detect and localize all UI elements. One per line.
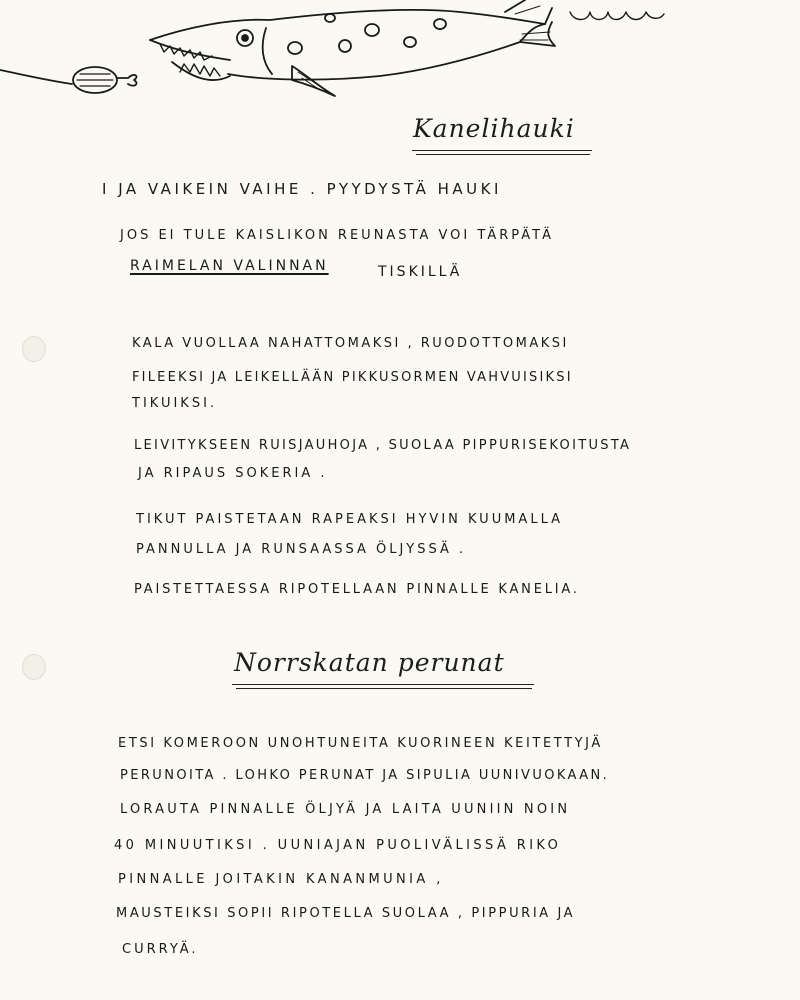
- text-line: 40 MINUUTIKSI . UUNIAJAN PUOLIVÄLISSÄ RIKO: [114, 838, 562, 853]
- pike-fish-illustration: [0, 0, 800, 110]
- text-line: LEIVITYKSEEN RUISJAUHOJA , SUOLAA PIPPURISEKOITUSTA: [134, 438, 632, 453]
- title-underline: [232, 684, 534, 685]
- binder-hole: [22, 654, 46, 680]
- text-line: PANNULLA JA RUNSAASSA ÖLJYSSÄ .: [136, 542, 467, 557]
- text-line: JA RIPAUS SOKERIA .: [138, 466, 328, 481]
- text-line: MAUSTEIKSI SOPII RIPOTELLA SUOLAA , PIPPURIA JA: [116, 906, 576, 921]
- text-line: PINNALLE JOITAKIN KANANMUNIA ,: [118, 872, 444, 887]
- text-line: TIKUT PAISTETAAN RAPEAKSI HYVIN KUUMALLA: [136, 512, 563, 527]
- title-underline-second: [416, 154, 590, 155]
- recipe-title-norrskatan-perunat: Norrskatan perunat: [234, 648, 505, 677]
- text-line: KALA VUOLLAA NAHATTOMAKSI , RUODOTTOMAKSI: [132, 336, 569, 351]
- text-line: PERUNOITA . LOHKO PERUNAT JA SIPULIA UUNIVUOKAAN.: [120, 768, 610, 783]
- text-line: FILEEKSI JA LEIKELLÄÄN PIKKUSORMEN VAHVUISIKSI: [132, 370, 573, 385]
- text-line: CURRYÄ.: [122, 942, 199, 957]
- binder-hole: [22, 336, 46, 362]
- recipe-title-kanelihauki: Kanelihauki: [413, 114, 575, 143]
- store-name-underlined: RAIMELAN VALINNAN: [130, 258, 329, 274]
- title-underline: [412, 150, 592, 151]
- text-line: LORAUTA PINNALLE ÖLJYÄ JA LAITA UUNIIN NOIN: [120, 802, 571, 817]
- step-line: I JA VAIKEIN VAIHE . PYYDYSTÄ HAUKI: [102, 180, 502, 198]
- text-line: ETSI KOMEROON UNOHTUNEITA KUORINEEN KEITETTYJÄ: [118, 736, 603, 751]
- text-line: TIKUIKSI.: [132, 396, 218, 411]
- title-underline-second: [236, 688, 532, 689]
- text-line: JOS EI TULE KAISLIKON REUNASTA VOI TÄRPÄTÄ: [120, 228, 554, 243]
- text-line: TISKILLÄ: [378, 264, 463, 280]
- text-line: PAISTETTAESSA RIPOTELLAAN PINNALLE KANELIA.: [134, 582, 580, 597]
